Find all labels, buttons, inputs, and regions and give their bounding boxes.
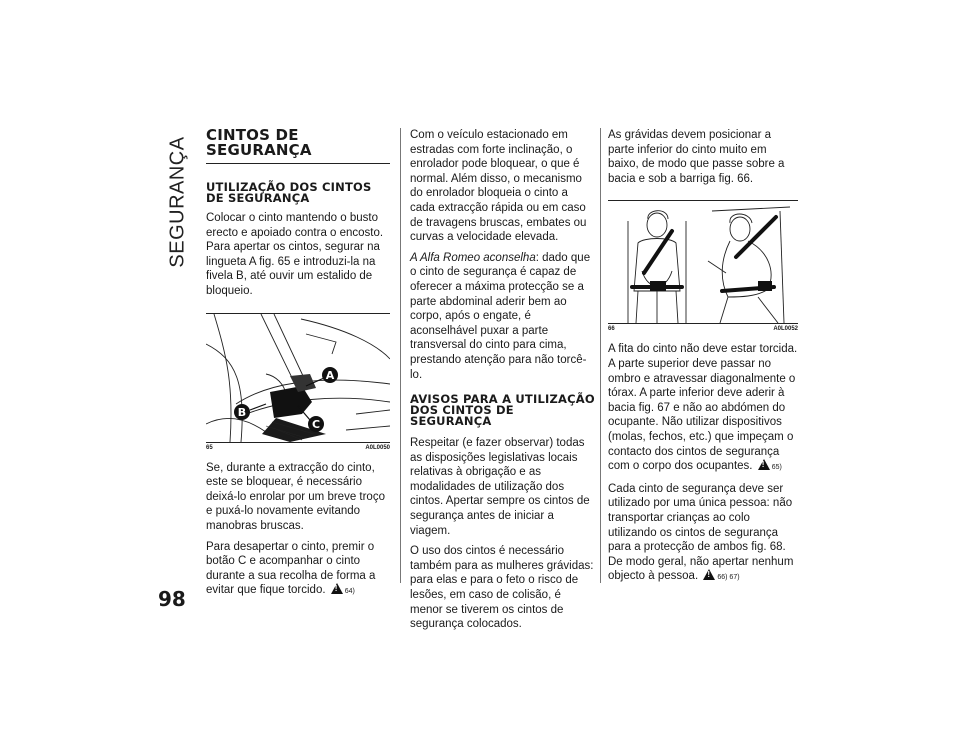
paragraph-with-warning	[608, 342, 798, 475]
figure-code: A0L0050	[365, 444, 390, 451]
warning-triangle-icon	[331, 583, 343, 594]
section-side-label	[148, 112, 208, 292]
figure-65-illustration	[206, 313, 390, 443]
warning-reference: 65)	[771, 464, 782, 472]
section-heading-usage: UTILIZAÇÃO DOS CINTOS DE SEGURANÇA	[206, 180, 372, 205]
paragraph-advice	[410, 251, 596, 382]
figure-66-caption	[608, 324, 798, 332]
column-3	[608, 128, 798, 592]
column-1	[206, 128, 390, 606]
section-side-label-text: SEGURANÇA	[166, 136, 189, 268]
page-number: 98	[158, 587, 186, 611]
advice-brand-italic: A Alfa Romeo aconselha	[410, 251, 536, 264]
section-heading-warnings: AVISOS PARA A UTILIZAÇÃO DOS CINTOS DE SEGURANÇA	[410, 392, 595, 429]
paragraph-text: Cada cinto de segurança deve ser utilizado por uma única pessoa: não transportar crianças ao colo utilizando os cintos de segurança para a protecção de ambos fig. 68. De modo geral, não apertar nenhum objecto à pessoa.	[608, 482, 794, 583]
figure-label-c: C	[311, 417, 321, 431]
figure-66	[608, 200, 798, 332]
paragraph-text: Para desapertar o cinto, premir o botão C e acompanhar o cinto durante a sua recolha de forma a evitar que fique torcido.	[206, 540, 376, 597]
paragraph-with-warning	[608, 482, 798, 586]
paragraph-with-warning	[206, 540, 390, 600]
paragraph: Respeitar (e fazer observar) todas as disposições legislativas locais relativas à obrigação e as modalidades de utilização dos cintos. Apertar sempre os cintos de segurança antes de iniciar a viagem.	[410, 437, 590, 537]
figure-code: A0L0052	[773, 326, 798, 333]
advice-text: : dado que o cinto de segurança é capaz de oferecer a máxima protecção se a parte abdominal aderir bem ao corpo, após o engate, é aconselhável puxar a parte transversal do cinto para cima, prestando atenção para não torcê-lo.	[410, 251, 591, 381]
paragraph-text: A fita do cinto não deve estar torcida. A parte superior deve passar no ombro e atravessar diagonalmente o tórax. A parte inferior deve aderir à bacia fig. 67 e não ao abdómen do ocupante. Não utilizar dispositivos (molas, fechos, etc.) que impeçam o contacto dos cintos de segurança com o corpo dos ocupantes.	[608, 343, 798, 473]
paragraph: O uso dos cintos é necessário também para as mulheres grávidas: para elas e para o feto o risco de lesões, em caso de colisão, é menor se tiverem os cintos de segurança colocados.	[410, 545, 594, 631]
figure-label-a: A	[325, 368, 335, 382]
paragraph: As grávidas devem posicionar a parte inferior do cinto muito em baixo, de modo que passe sobre a bacia e sob a barriga fig. 66.	[608, 129, 785, 185]
figure-65-caption	[206, 443, 390, 451]
column-divider	[400, 128, 401, 583]
pregnant-woman-seatbelt-illustration	[608, 201, 798, 323]
column-2	[410, 128, 596, 638]
figure-label-b: B	[237, 405, 247, 419]
warning-triangle-icon	[703, 569, 715, 580]
paragraph: Se, durante a extracção do cinto, este se bloquear, é necessário deixá-lo enrolar por um breve troço e puxá-lo novamente evitando manobras bruscas.	[206, 461, 385, 532]
warning-reference: 66) 67)	[717, 574, 740, 582]
column-divider	[600, 128, 601, 583]
figure-number: 65	[206, 444, 213, 451]
figure-66-illustration	[608, 200, 798, 324]
figure-number: 66	[608, 326, 615, 333]
paragraph: Com o veículo estacionado em estradas com forte inclinação, o enrolador pode bloquear, o que é normal. Além disso, o mecanismo do enrolador bloqueia o cinto a cada extracção rápida ou em caso de travagens bruscas, embates ou curvas a velocidade elevada.	[410, 129, 587, 244]
seatbelt-buckle-illustration	[206, 314, 390, 442]
figure-65	[206, 313, 390, 451]
warning-triangle-icon	[758, 459, 770, 470]
page-title: CINTOS DE SEGURANÇA	[206, 128, 390, 164]
warning-reference: 64)	[344, 588, 355, 596]
paragraph: Colocar o cinto mantendo o busto erecto e apoiado contra o encosto. Para apertar os cintos, segurar na lingueta A fig. 65 e introduzi-la na fivela B, até ouvir um estalido de bloqueio.	[206, 212, 384, 297]
